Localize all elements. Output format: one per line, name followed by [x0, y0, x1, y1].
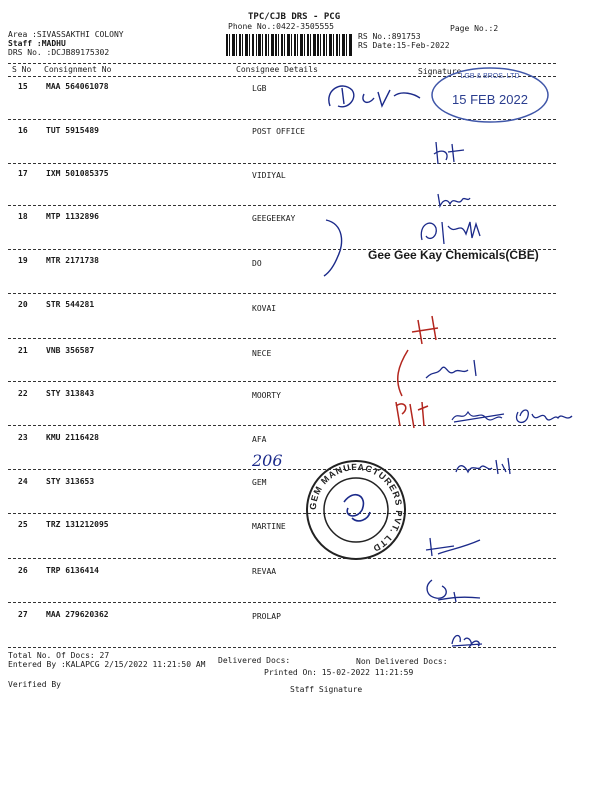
non-delivered-docs: Non Delivered Docs: — [356, 657, 448, 666]
row-consignment: TRZ 131212095 — [46, 520, 109, 529]
delivered-docs: Delivered Docs: — [218, 656, 291, 665]
row-consignee: AFA — [252, 435, 267, 444]
col-sno: S No — [12, 65, 32, 74]
row-sno: 26 — [18, 566, 28, 575]
row-sno: 25 — [18, 520, 28, 529]
company-seal — [304, 458, 408, 562]
signature-27 — [448, 628, 488, 650]
seal-text: GEM MANUFACTURERS PVT. LTD — [307, 461, 405, 554]
total-docs: Total No. Of Docs: 27 — [8, 651, 110, 660]
rs-date: RS Date:15-Feb-2022 — [358, 41, 450, 50]
row-divider — [8, 338, 556, 339]
signature-17 — [434, 190, 474, 210]
row-consignment: TRP 6136414 — [46, 566, 99, 575]
row-consignment: STY 313843 — [46, 389, 95, 398]
row-consignment: KMU 2116428 — [46, 433, 99, 442]
row-sno: 20 — [18, 300, 28, 309]
signature-23 — [452, 454, 522, 478]
row-consignment: VNB 356587 — [46, 346, 95, 355]
row-sno: 21 — [18, 346, 28, 355]
signature-26 — [420, 574, 490, 610]
row-consignee: REVAA — [252, 567, 277, 576]
date-stamp-top-text: LGB & BROS. LTD — [460, 73, 520, 80]
row-divider — [8, 513, 556, 514]
row-consignee: MARTINE — [252, 522, 286, 531]
col-signature: Signature — [418, 67, 462, 76]
row-sno: 17 — [18, 169, 28, 178]
drs-number: DRS No. :DCJB89175302 — [8, 48, 110, 57]
row-consignment: MTP 1132896 — [46, 212, 99, 221]
signature-18 — [416, 214, 496, 250]
signature-21 — [420, 350, 490, 386]
row-consignment: STR 544281 — [46, 300, 95, 309]
verified-by: Verified By — [8, 680, 61, 689]
row-sno: 27 — [18, 610, 28, 619]
barcode — [226, 34, 352, 56]
phone-number: Phone No.:0422-3505555 — [228, 22, 334, 31]
row-consignee: POST OFFICE — [252, 127, 305, 136]
date-stamp — [428, 64, 552, 126]
row-sno: 23 — [18, 433, 28, 442]
row-consignment: TUT 5915489 — [46, 126, 99, 135]
col-consignment: Consignment No — [44, 65, 112, 74]
handwritten-206: 206 — [252, 451, 283, 470]
row-consignment: MTR 2171738 — [46, 256, 99, 265]
row-sno: 15 — [18, 82, 28, 91]
row-consignee: VIDIYAL — [252, 171, 286, 180]
row-consignee: GEM — [252, 478, 267, 487]
signature-22 — [448, 400, 578, 434]
row-consignment: MAA 279620362 — [46, 610, 109, 619]
row-consignee: DO — [252, 259, 262, 268]
signature-16 — [430, 138, 470, 168]
entered-by: Entered By :KALAPCG 2/15/2022 11:21:50 AM — [8, 660, 206, 669]
row-consignee: PROLAP — [252, 612, 281, 621]
page-number: Page No.:2 — [450, 24, 499, 33]
row-consignment: MAA 564061078 — [46, 82, 109, 91]
row-consignment: IXM 501085375 — [46, 169, 109, 178]
area: Area :SIVASSAKTHI COLONY — [8, 30, 124, 39]
row-consignee: GEEGEEKAY — [252, 214, 296, 223]
signature-25 — [424, 534, 484, 562]
rs-number: RS No.:891753 — [358, 32, 421, 41]
doc-title: TPC/CJB DRS - PCG — [248, 12, 341, 22]
staff: Staff :MADHU — [8, 39, 66, 48]
row-consignment: STY 313653 — [46, 477, 95, 486]
col-consignee: Consignee Details — [236, 65, 318, 74]
row-sno: 19 — [18, 256, 28, 265]
row-consignee: KOVAI — [252, 304, 277, 313]
row-consignee: MOORTY — [252, 391, 281, 400]
row-consignee: LGB — [252, 84, 267, 93]
signature-15 — [322, 76, 432, 118]
row-sno: 22 — [18, 389, 28, 398]
row-sno: 16 — [18, 126, 28, 135]
row-sno: 24 — [18, 477, 28, 486]
staff-signature-label: Staff Signature — [290, 685, 363, 694]
row-divider — [8, 163, 556, 164]
row-consignee: NECE — [252, 349, 272, 358]
row-divider — [8, 293, 556, 294]
row-sno: 18 — [18, 212, 28, 221]
date-stamp-date: 15 FEB 2022 — [452, 92, 528, 107]
printed-on: Printed On: 15-02-2022 11:21:59 — [264, 668, 414, 677]
company-stamp: Gee Gee Kay Chemicals(CBE) — [368, 248, 539, 262]
bracket-mark — [320, 216, 350, 280]
